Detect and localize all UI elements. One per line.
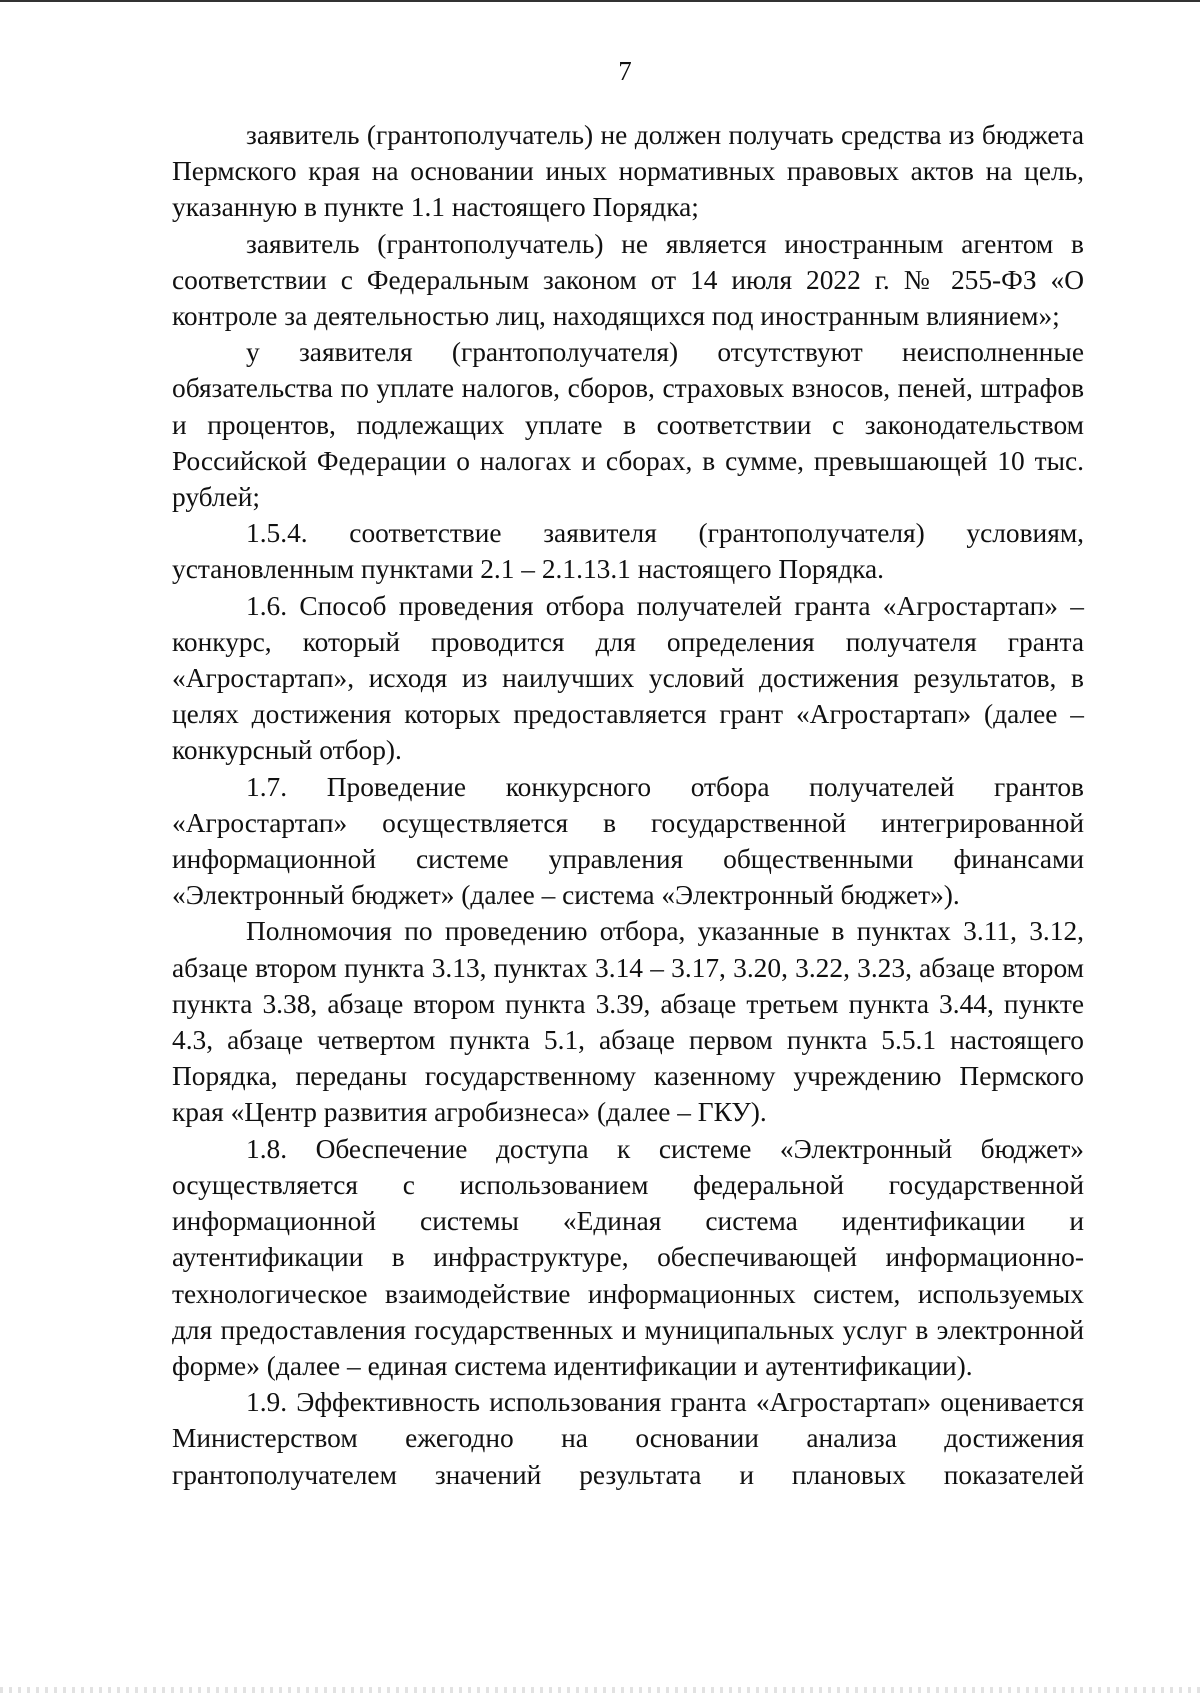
paragraph-foreign-agent: заявитель (грантополучатель) не является иностранным агентом в соответствии с Федеральным законом от 14 июля 2022 г. № 255-ФЗ «О контроле за деятельностью лиц, находящихся под иностранным влиянием»; xyxy=(172,228,1084,332)
scan-top-edge xyxy=(0,0,1200,2)
paragraph-1-8: 1.8. Обеспечение доступа к системе «Электронный бюджет» осуществляется с использованием федеральной государственной информационной системы «Единая система идентификации и аутентификации в инфраструктуре, обеспечивающей информационно-технологическое взаимодействие информационных систем, используемых для предоставления государственных и муниципальных услуг в электронной форме» (далее – единая система идентификации и аутентификации). xyxy=(172,1133,1084,1381)
paragraph-1-7: 1.7. Проведение конкурсного отбора получателей грантов «Агростартап» осуществляется в государственной интегрированной информационной системе управления общественными финансами «Электронный бюджет» (далее – система «Электронный бюджет»). xyxy=(172,771,1084,911)
paragraph-powers: Полномочия по проведению отбора, указанные в пунктах 3.11, 3.12, абзаце втором пункта 3.13, пунктах 3.14 – 3.17, 3.20, 3.22, 3.23, абзаце втором пункта 3.38, абзаце втором пункта 3.39, абзаце третьем пункта 3.44, пункте 4.3, абзаце четвертом пункта 5.1, абзаце первом пункта 5.5.1 настоящего Порядка, переданы государственному казенному учреждению Пермского края «Центр развития агробизнеса» (далее – ГКУ). xyxy=(172,916,1084,1128)
paragraph-tax-obligations: у заявителя (грантополучателя) отсутствуют неисполненные обязательства по уплате налогов, сборов, страховых взносов, пеней, штрафов и процентов, подлежащих уплате в соответствии с законодательством Российской Федерации о налогах и сборах, в сумме, превышающей 10 тыс. рублей; xyxy=(172,337,1084,513)
paragraph-1-6: 1.6. Способ проведения отбора получателей гранта «Агростартап» – конкурс, который проводится для определения получателя гранта «Агростартап», исходя из наилучших условий достижения результатов, в целях достижения которых предоставляется грант «Агростартап» (далее – конкурсный отбор). xyxy=(172,590,1084,766)
paragraph-1-9: 1.9. Эффективность использования гранта «Агростартап» оценивается Министерством ежегодно на основании анализа достижения грантополучателем значений результата и плановых показателей xyxy=(172,1387,1084,1490)
paragraph-budget-funds: заявитель (грантополучатель) не должен получать средства из бюджета Пермского края на основании иных нормативных правовых актов на цель, указанную в пункте 1.1 настоящего Порядка; xyxy=(172,120,1084,223)
document-body xyxy=(172,117,1084,1493)
scan-bottom-edge xyxy=(0,1687,1200,1693)
page-number: 7 xyxy=(618,56,632,86)
paragraph-1-5-4: 1.5.4. соответствие заявителя (грантополучателя) условиям, установленным пунктами 2.1 – 2.1.13.1 настоящего Порядка. xyxy=(172,518,1084,585)
